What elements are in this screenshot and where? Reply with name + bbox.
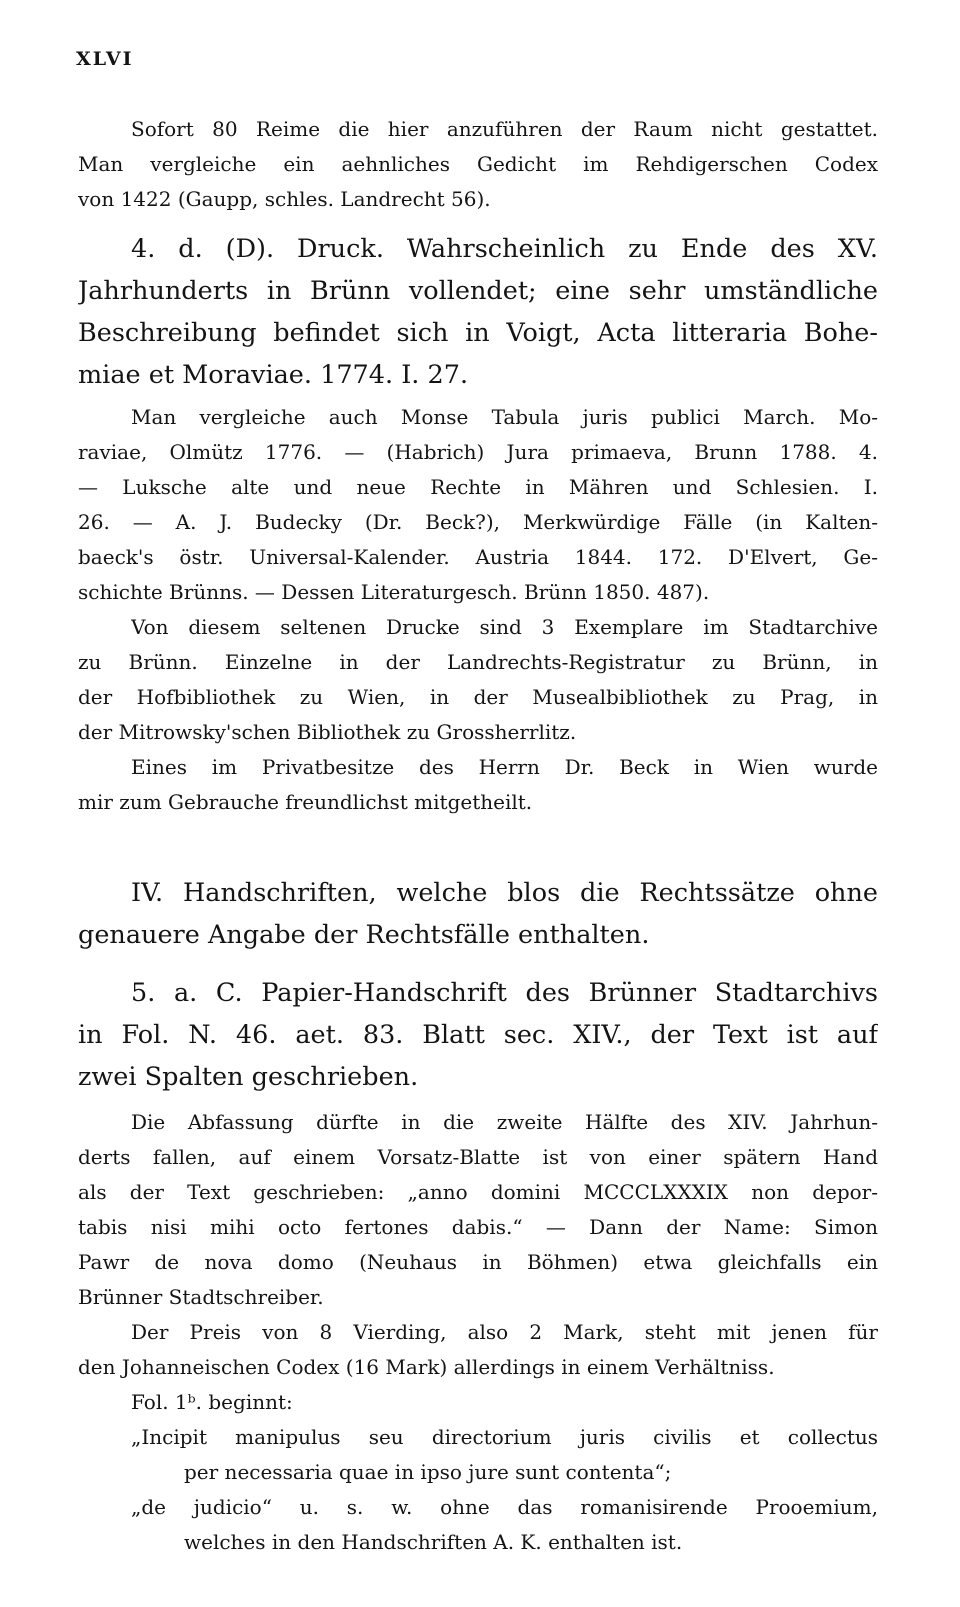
paragraph-line: Sofort 80 Reime die hier anzuführen der Raum nicht gestattet. <box>131 117 878 141</box>
entry-heading-line: Jahrhunderts in Brünn vollendet; eine sehr umständliche <box>78 276 878 306</box>
note-line: — Luksche alte und neue Rechte in Mähren und Schlesien. I. <box>78 475 878 499</box>
note-line: 26. — A. J. Budecky (Dr. Beck?), Merkwürdige Fälle (in Kalten- <box>78 510 878 534</box>
note-line: zu Brünn. Einzelne in der Landrechts-Registratur zu Brünn, in <box>78 650 878 674</box>
entry-heading-line: miae et Moraviae. 1774. I. 27. <box>78 360 469 390</box>
note-line: als der Text geschrieben: „anno domini MCCCLXXXIX non depor- <box>78 1180 878 1204</box>
note-line: Der Preis von 8 Vierding, also 2 Mark, steht mit jenen für <box>131 1320 878 1344</box>
quote-line: per necessaria quae in ipso jure sunt contenta“; <box>184 1460 672 1484</box>
note-line: der Mitrowsky'schen Bibliothek zu Grossherrlitz. <box>78 720 577 744</box>
entry-heading-line: zwei Spalten geschrieben. <box>78 1062 419 1092</box>
quote-line: „Incipit manipulus seu directorium juris civilis et collectus <box>131 1425 878 1449</box>
note-line: raviae, Olmütz 1776. — (Habrich) Jura primaeva, Brunn 1788. 4. <box>78 440 878 464</box>
note-line: baeck's östr. Universal-Kalender. Austria 1844. 172. D'Elvert, Ge- <box>78 545 878 569</box>
note-line: schichte Brünns. — Dessen Literaturgesch. Brünn 1850. 487). <box>78 580 710 604</box>
entry-heading-line: in Fol. N. 46. aet. 83. Blatt sec. XIV., der Text ist auf <box>78 1020 878 1050</box>
note-line: Fol. 1ᵇ. beginnt: <box>131 1390 293 1414</box>
entry-heading-line: 4. d. (D). Druck. Wahrscheinlich zu Ende des XV. <box>131 234 878 264</box>
note-line: derts fallen, auf einem Vorsatz-Blatte ist von einer spätern Hand <box>78 1145 878 1169</box>
entry-heading-line: 5. a. C. Papier-Handschrift des Brünner Stadtarchivs <box>131 978 878 1008</box>
note-line: den Johanneischen Codex (16 Mark) allerdings in einem Verhältniss. <box>78 1355 775 1379</box>
note-line: Man vergleiche auch Monse Tabula juris publici March. Mo- <box>131 405 878 429</box>
section-heading-line: genauere Angabe der Rechtsfälle enthalten. <box>78 920 650 950</box>
page-number: XLVI <box>76 48 134 70</box>
paragraph-line: Man vergleiche ein aehnliches Gedicht im Rehdigerschen Codex <box>78 152 878 176</box>
entry-heading-line: Beschreibung befindet sich in Voigt, Acta litteraria Bohe- <box>78 318 878 348</box>
note-line: Brünner Stadtschreiber. <box>78 1285 324 1309</box>
quote-line: „de judicio“ u. s. w. ohne das romanisirende Prooemium, <box>131 1495 878 1519</box>
note-line: mir zum Gebrauche freundlichst mitgetheilt. <box>78 790 533 814</box>
note-line: Pawr de nova domo (Neuhaus in Böhmen) etwa gleichfalls ein <box>78 1250 878 1274</box>
paragraph-line: von 1422 (Gaupp, schles. Landrecht 56). <box>78 187 491 211</box>
note-line: Von diesem seltenen Drucke sind 3 Exemplare im Stadtarchive <box>131 615 878 639</box>
section-heading-line: IV. Handschriften, welche blos die Rechtssätze ohne <box>131 878 878 908</box>
note-line: der Hofbibliothek zu Wien, in der Musealbibliothek zu Prag, in <box>78 685 878 709</box>
note-line: tabis nisi mihi octo fertones dabis.“ — Dann der Name: Simon <box>78 1215 878 1239</box>
note-line: Die Abfassung dürfte in die zweite Hälfte des XIV. Jahrhun- <box>131 1110 878 1134</box>
note-line: Eines im Privatbesitze des Herrn Dr. Beck in Wien wurde <box>131 755 878 779</box>
quote-line: welches in den Handschriften A. K. enthalten ist. <box>184 1530 683 1554</box>
